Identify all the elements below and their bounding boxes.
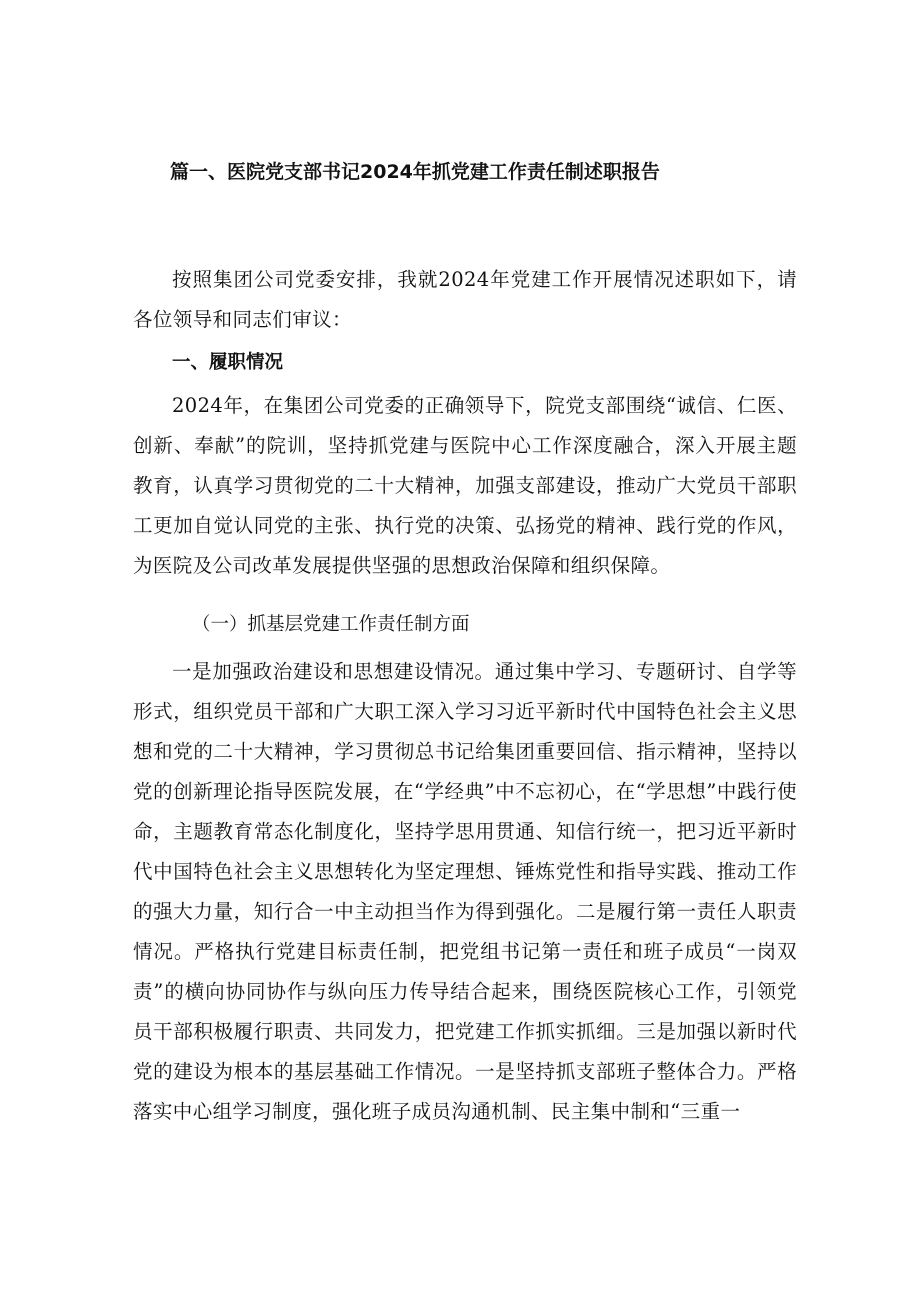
document-title: 篇一、医院党支部书记2024年抓党建工作责任制述职报告 [170, 161, 660, 183]
section-paragraph-overview: 2024年，在集团公司党委的正确领导下，院党支部围绕“诚信、仁医、创新、奉献”的院训，坚持抓党建与医院中心工作深度融合，深入开展主题教育，认真学习贯彻党的二十大精神，加强支部建设，推动广大党员干部职工更加自觉认同党的主张、执行党的决策、弘扬党的精神、践行党的作风，为医院及公司改革发展提供坚强的思想政治保障和组织保障。 [133, 394, 797, 577]
subsection-paragraph-details: 一是加强政治建设和思想建设情况。通过集中学习、专题研讨、自学等形式，组织党员干部和广大职工深入学习习近平新时代中国特色社会主义思想和党的二十大精神，学习贯彻总书记给集团重要回信、指示精神，坚持以党的创新理论指导医院发展，在“学经典”中不忘初心，在“学思想”中践行使命，主题教育常态化制度化，坚持学思用贯通、知信行统一，把习近平新时代中国特色社会主义思想转化为坚定理想、锤炼党性和指导实践、推动工作的强大力量，知行合一中主动担当作为得到强化。二是履行第一责任人职责情况。严格执行党建目标责任制，把党组书记第一责任和班子成员“一岗双责”的横向协同协作与纵向压力传导结合起来，围绕医院核心工作，引领党员干部积极履行职责、共同发力，把党建工作抓实抓细。三是加强以新时代党的建设为根本的基层基础工作情况。一是坚持抓支部班子整体合力。严格落实中心组学习制度，强化班子成员沟通机制、民主集中制和“三重一 [133, 660, 797, 1123]
intro-paragraph: 按照集团公司党委安排，我就2024年党建工作开展情况述职如下，请各位领导和同志们审议： [133, 268, 797, 331]
section-heading-performance: 一、履职情况 [172, 352, 284, 373]
subsection-heading-responsibility: （一）抓基层党建工作责任制方面 [192, 614, 470, 635]
